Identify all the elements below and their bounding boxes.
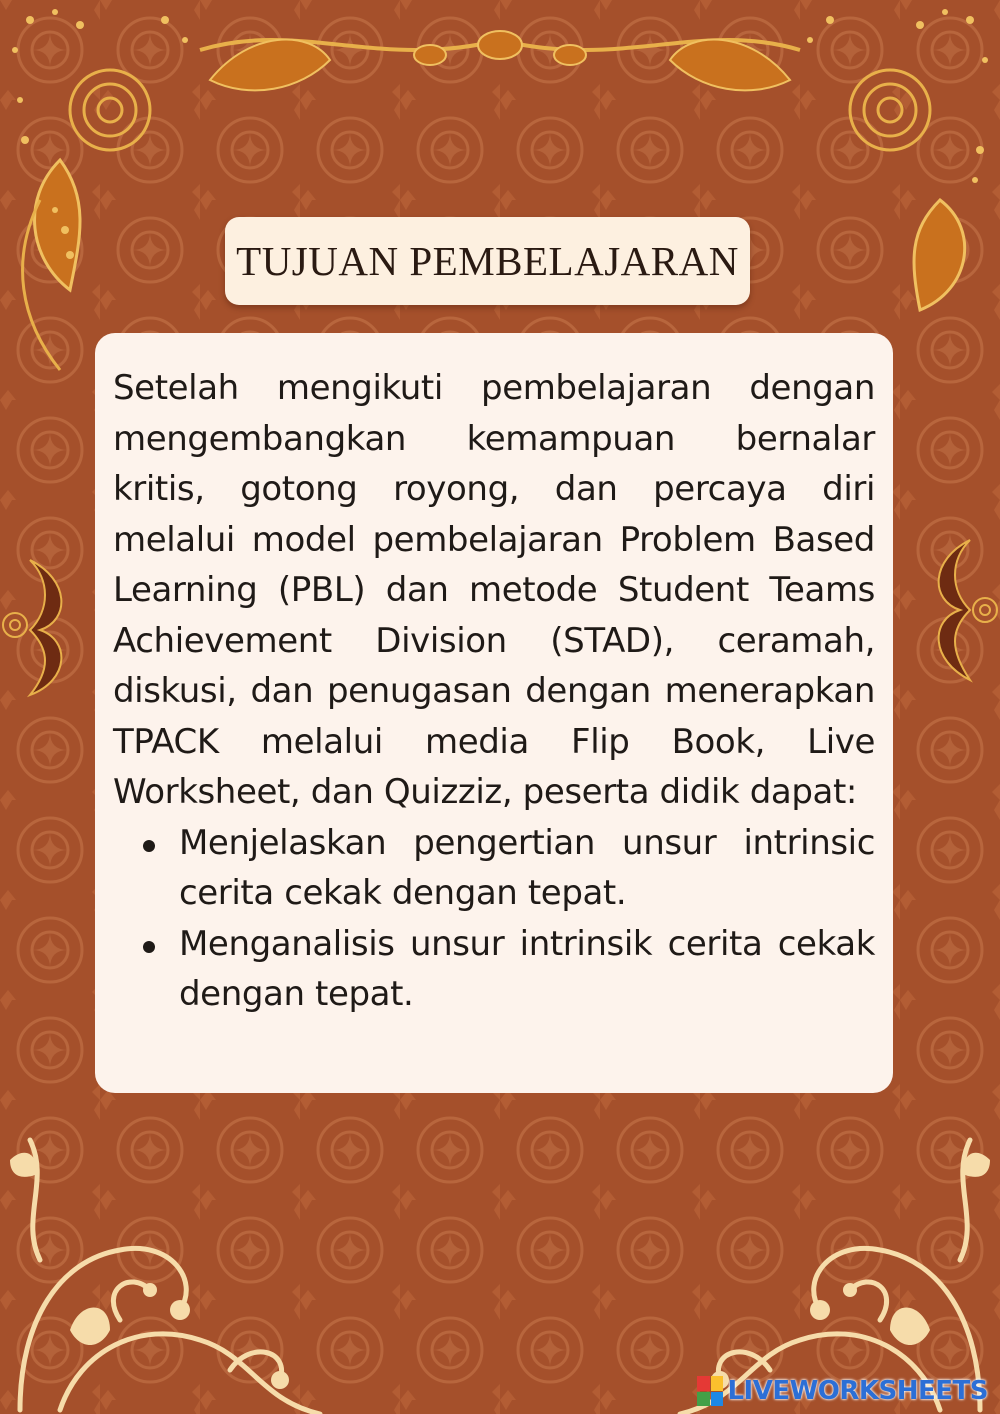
top-right-floral-ornament [770,0,1000,330]
bottom-left-floral-ornament [0,1120,340,1414]
bullet-icon [143,840,155,852]
watermark-text: LIVEWORKSHEETS [727,1376,988,1406]
bullet-icon [143,941,155,953]
objective-text: Menganalisis unsur intrinsik cerita cekak dengan tepat. [179,923,875,1014]
intro-paragraph: Setelah mengikuti pembelajaran dengan mengembangkan kemampuan bernalar kritis, gotong royong, dan percaya diri melalui model pembelajaran Problem Based Learning (PBL) dan metode Student Teams Achievement Division (STAD), ceramah, diskusi, dan penugasan dengan menerapkan TPACK melalui media Flip Book, Live Worksheet, dan Quizziz, peserta didik dapat: [113,368,875,812]
top-garland-ornament [180,0,820,120]
page-title: TUJUAN PEMBELAJARAN [236,238,739,284]
liveworksheets-watermark[interactable] [697,1376,988,1406]
content-box [95,333,893,1093]
bottom-right-floral-ornament [660,1120,1000,1414]
left-swirl-ornament [0,550,80,700]
list-item [113,818,875,919]
objectives-list [113,818,875,1020]
title-box [225,217,750,305]
liveworksheets-logo-icon [697,1376,723,1406]
right-swirl-ornament [920,530,1000,690]
objective-text: Menjelaskan pengertian unsur intrinsic cerita cekak dengan tepat. [179,822,875,913]
list-item [113,919,875,1020]
